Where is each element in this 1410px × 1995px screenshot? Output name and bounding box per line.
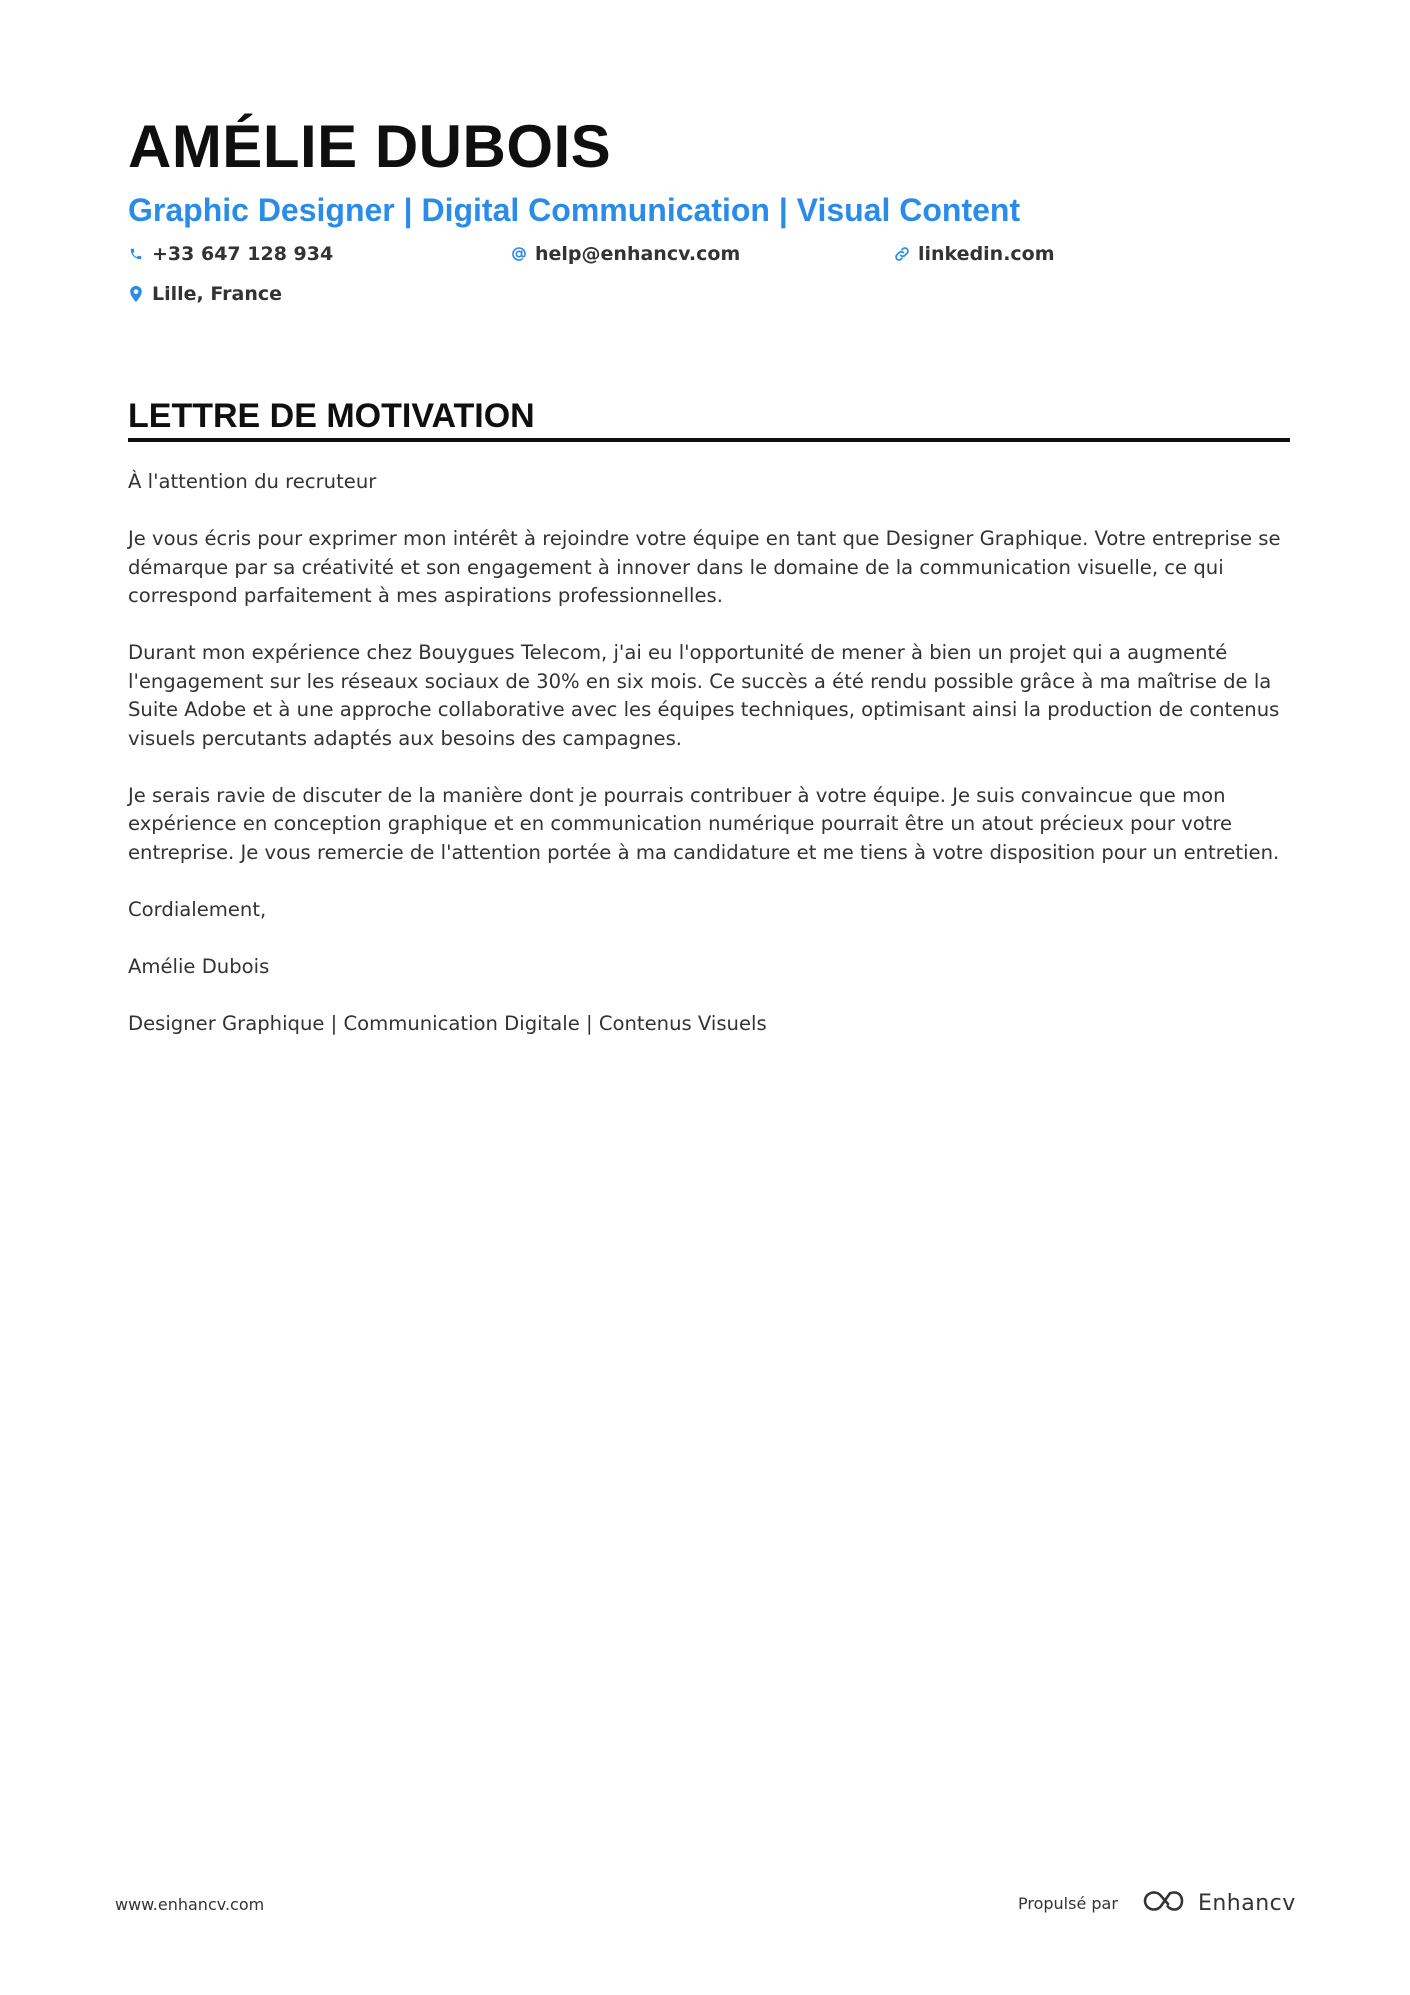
footer-website-link[interactable]: www.enhancv.com [115, 1895, 265, 1914]
enhancv-logo-icon [1140, 1888, 1186, 1918]
section-title: LETTRE DE MOTIVATION [128, 397, 535, 435]
letter-signature-name: Amélie Dubois [128, 954, 270, 978]
contact-phone-text: +33 647 128 934 [152, 243, 334, 265]
contact-location [128, 280, 282, 308]
map-pin-icon [128, 284, 144, 304]
contact-email[interactable] [511, 240, 740, 268]
contact-website[interactable] [894, 240, 1055, 268]
footer-powered-by[interactable] [1018, 1885, 1296, 1921]
link-icon [894, 244, 910, 264]
applicant-headline: Graphic Designer | Digital Communication | Visual Content [128, 192, 1021, 228]
letter-paragraph: Durant mon expérience chez Bouygues Telecom, j'ai eu l'opportunité de mener à bien un projet qui a augmenté l'engagement sur les réseaux sociaux de 30% en six mois. Ce succès a été rendu possible grâce à ma maîtrise de la Suite Adobe et à une approche collaborative avec les équipes techniques, optimisant ainsi la production de contenus visuels percutants adaptés aux besoins des campagnes. [128, 641, 1280, 750]
at-icon [511, 244, 527, 264]
letter-paragraph: Je vous écris pour exprimer mon intérêt à rejoindre votre équipe en tant que Designer Graphique. Votre entreprise se démarque par sa créativité et son engagement à innover dans le domaine de la communication visuelle, ce qui correspond parfaitement à mes aspirations professionnelles. [128, 527, 1281, 607]
letter-closing: Cordialement, [128, 897, 267, 921]
letter-signature-title: Designer Graphique | Communication Digitale | Contenus Visuels [128, 1011, 767, 1035]
powered-by-label: Propulsé par [1018, 1893, 1118, 1913]
contact-phone [128, 240, 333, 268]
contact-location-text: Lille, France [152, 283, 282, 305]
contact-row-secondary [128, 280, 1290, 308]
letter-paragraph: Je serais ravie de discuter de la manière dont je pourrais contribuer à votre équipe. Je suis convaincue que mon expérience en conception graphique et en communication numérique pourrait être un atout précieux pour votre entreprise. Je vous remercie de l'attention portée à ma candidature et me tiens à votre disposition pour un entretien. [128, 783, 1280, 864]
section-divider [128, 438, 1290, 442]
brand-name: Enhancv [1197, 1890, 1296, 1916]
contact-email-text: help@enhancv.com [535, 243, 741, 265]
letter-salutation: À l'attention du recruteur [128, 470, 377, 493]
contact-row-primary [128, 240, 1290, 268]
phone-icon [128, 244, 144, 264]
applicant-name: AMÉLIE DUBOIS [128, 113, 612, 180]
contact-website-text: linkedin.com [918, 243, 1055, 265]
enhancv-logo [1140, 1888, 1296, 1918]
letter-body [128, 468, 1290, 1067]
